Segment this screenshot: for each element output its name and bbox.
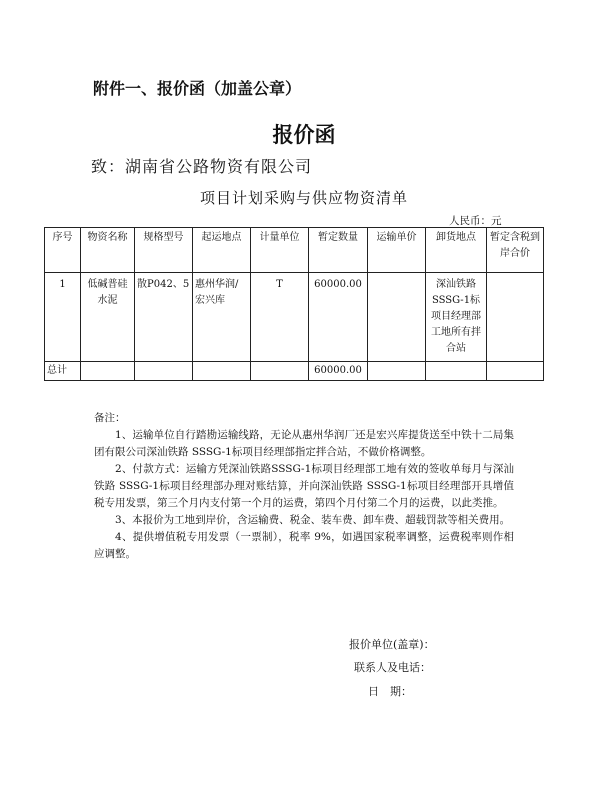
attachment-heading: 附件一、报价函（加盖公章） bbox=[93, 79, 302, 98]
total-cell bbox=[193, 362, 251, 381]
cell-spec: 散P042、5 bbox=[135, 273, 193, 362]
header-unload-site: 卸货地点 bbox=[426, 228, 487, 273]
remarks-section bbox=[94, 410, 514, 563]
remark-item-2: 2、付款方式：运输方凭深汕铁路SSSG-1标项目经理部工地有效的签收单每月与深汕铁路 SSSG-1标项目经理部办理对账结算，并向深汕铁路 SSSG-1标项目经理部开具增值税专用发票，第三个月内支付第一个月的运费，第四个月付第二个月的运费，以此类推。 bbox=[94, 463, 514, 509]
total-cell bbox=[81, 362, 135, 381]
quotation-table bbox=[44, 227, 544, 381]
total-cell bbox=[487, 362, 544, 381]
document-title: 报价函 bbox=[272, 123, 336, 147]
remarks-label: 备注： bbox=[94, 412, 126, 424]
cell-total-price bbox=[487, 273, 544, 362]
header-quantity: 暂定数量 bbox=[309, 228, 368, 273]
table-header-row bbox=[45, 228, 544, 273]
recipient-line: 致：湖南省公路物资有限公司 bbox=[91, 157, 313, 176]
cell-unit-price bbox=[368, 273, 426, 362]
list-title: 项目计划采购与供应物资清单 bbox=[199, 189, 408, 207]
total-row bbox=[45, 362, 544, 381]
date-line: 日 期： bbox=[368, 685, 412, 698]
header-unit: 计量单位 bbox=[251, 228, 309, 273]
total-cell bbox=[426, 362, 487, 381]
remark-item-3: 3、本报价为工地到岸价，含运输费、税金、装车费、卸车费、超载罚款等相关费用。 bbox=[115, 514, 511, 526]
total-cell bbox=[251, 362, 309, 381]
quoting-unit-line: 报价单位(盖章)： bbox=[349, 638, 435, 651]
cell-unload-site: 深汕铁路SSSG-1标项目经理部工地所有拌合站 bbox=[426, 273, 487, 362]
header-total-price: 暂定含税到岸合价 bbox=[487, 228, 544, 273]
total-cell bbox=[368, 362, 426, 381]
table-row bbox=[45, 273, 544, 362]
header-origin: 起运地点 bbox=[193, 228, 251, 273]
total-quantity: 60000.00 bbox=[309, 362, 368, 381]
contact-line: 联系人及电话： bbox=[354, 661, 431, 674]
remark-item-1: 1、运输单位自行踏勘运输线路，无论从惠州华润厂还是宏兴库提货送至中铁十二局集团有限公司深汕铁路 SSSG-1标项目经理部指定拌合站，不做价格调整。 bbox=[94, 429, 514, 458]
header-unit-price: 运输单价 bbox=[368, 228, 426, 273]
total-label: 总计 bbox=[45, 362, 81, 381]
header-material-name: 物资名称 bbox=[81, 228, 135, 273]
cell-quantity: 60000.00 bbox=[309, 273, 368, 362]
total-cell bbox=[135, 362, 193, 381]
cell-unit: T bbox=[251, 273, 309, 362]
cell-material-name: 低碱普硅水泥 bbox=[81, 273, 135, 362]
cell-index: 1 bbox=[45, 273, 81, 362]
header-index: 序号 bbox=[45, 228, 81, 273]
currency-note: 人民币：元 bbox=[449, 215, 502, 227]
remark-item-4: 4、提供增值税专用发票（一票制），税率 9%，如遇国家税率调整，运费税率则作相应调整。 bbox=[94, 531, 514, 560]
header-spec: 规格型号 bbox=[135, 228, 193, 273]
cell-origin: 惠州华润/宏兴库 bbox=[193, 273, 251, 362]
